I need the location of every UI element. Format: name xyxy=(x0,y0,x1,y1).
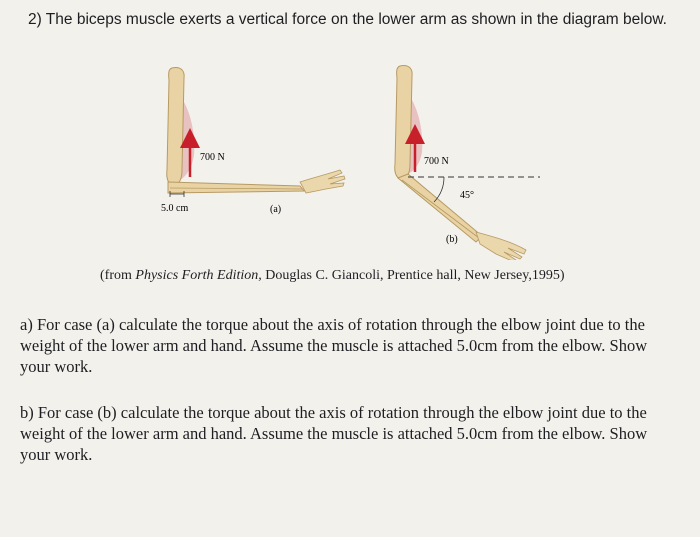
distance-label: 5.0 cm xyxy=(161,203,189,214)
question-title: 2) The biceps muscle exerts a vertical force on the lower arm as shown in the diagram below. xyxy=(28,11,667,28)
arm-a-illustration xyxy=(167,67,345,193)
label-b: (b) xyxy=(446,234,458,245)
force-label-b: 700 N xyxy=(424,156,449,167)
figure-caption xyxy=(100,268,660,284)
caption-prefix: (from xyxy=(100,268,136,283)
angle-label: 45° xyxy=(460,190,474,201)
caption-book-title: Physics Forth Edition, xyxy=(135,268,262,283)
part-a-question: a) For case (a) calculate the torque about the axis of rotation through the elbow joint due to the weight of the lower arm and hand. Assume the muscle is attached 5.0cm from the elbow. Show your work. xyxy=(20,315,648,376)
part-b-question: b) For case (b) calculate the torque about the axis of rotation through the elbow joint due to the weight of the lower arm and hand. Assume the muscle is attached 5.0cm from the elbow. Show your work. xyxy=(20,403,648,464)
label-a: (a) xyxy=(270,204,282,215)
caption-suffix: Douglas C. Giancoli, Prentice hall, New Jersey,1995) xyxy=(261,268,565,283)
force-label-a: 700 N xyxy=(200,152,225,163)
arm-diagram xyxy=(140,60,570,260)
